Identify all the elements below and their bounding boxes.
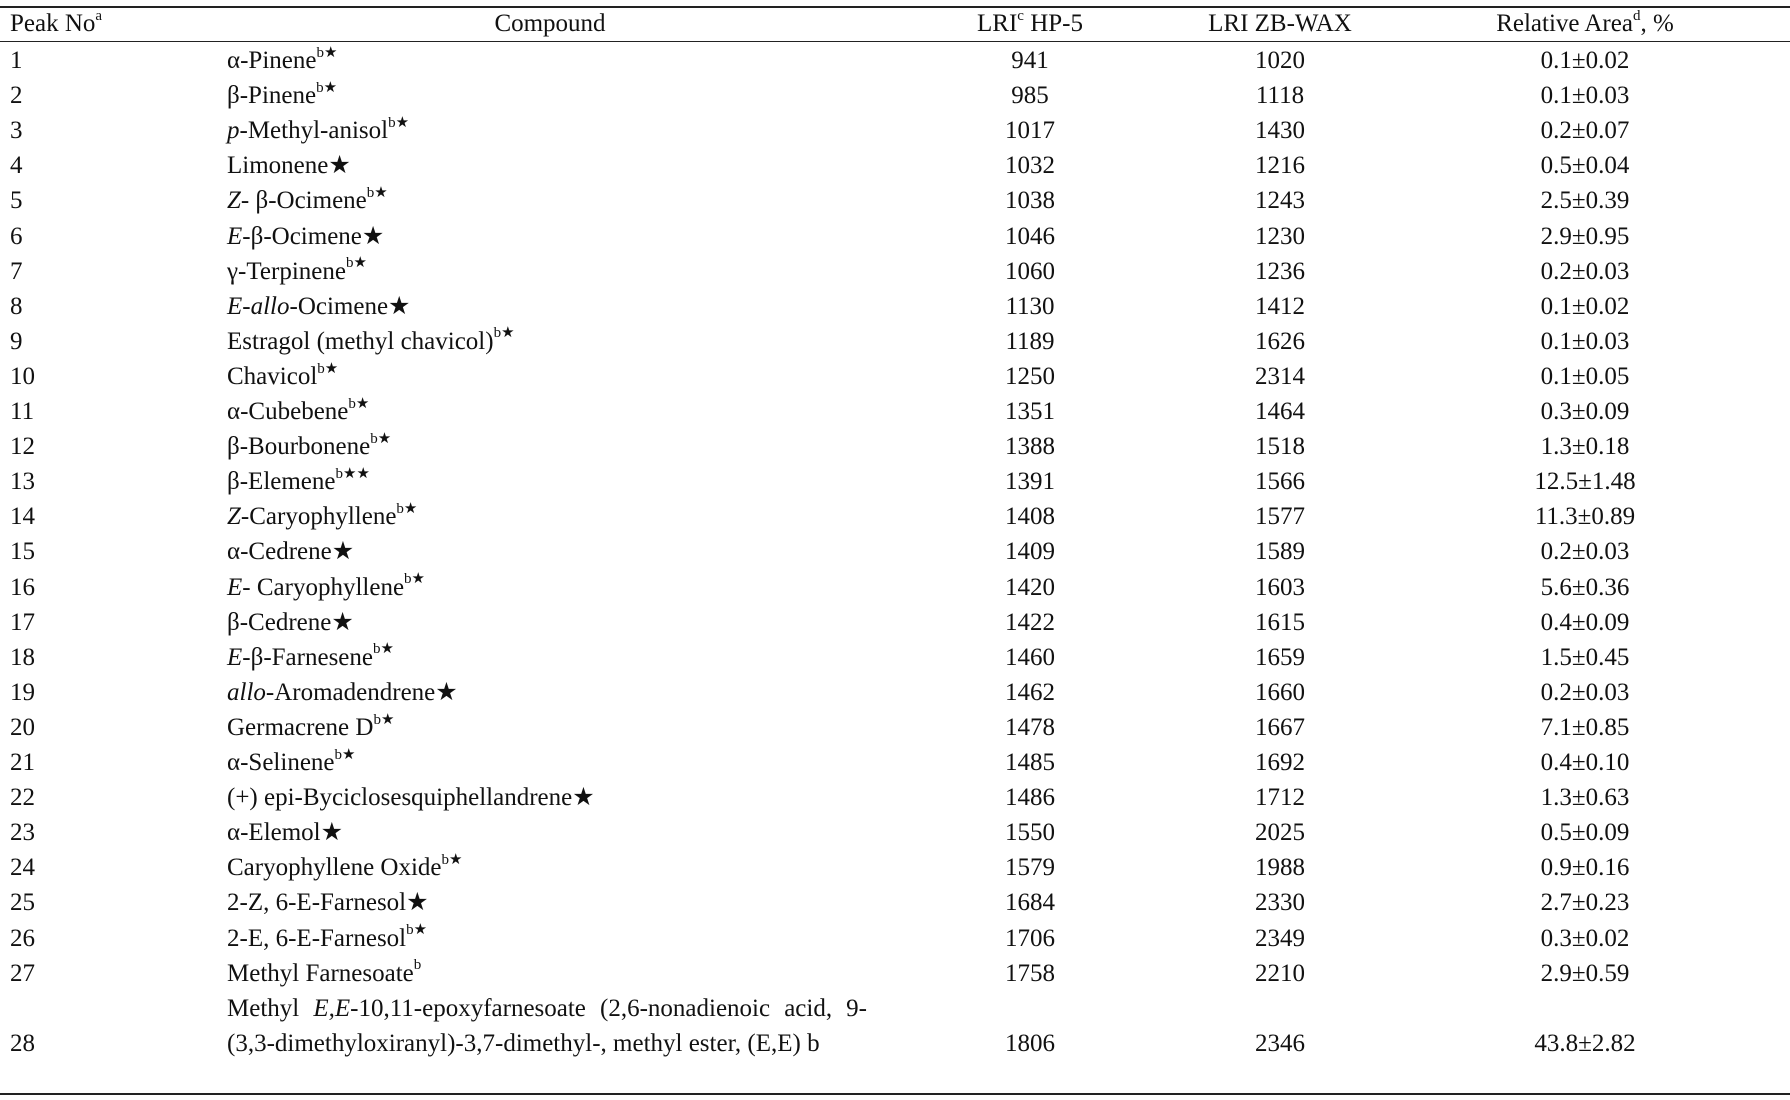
header-lri-hp5: LRI$^c$ HP-5 (977, 7, 1083, 37)
compound-name: Caryophyllene Oxide$^{b★}$ (227, 851, 463, 882)
table-row (0, 78, 1790, 113)
lri-hp5: 1046 (1005, 222, 1055, 250)
compound-name: Z- β-Ocimene$^{b★}$ (227, 185, 388, 215)
table-row (0, 464, 1790, 499)
compound-name: Z-Caryophyllene$^{b★}$ (227, 500, 418, 531)
peak-no: 23 (10, 819, 35, 847)
header-compound: Compound (494, 10, 606, 37)
relative-area: 0.2±0.03 (1540, 257, 1630, 285)
peak-no: 16 (10, 573, 35, 601)
peak-no: 4 (10, 152, 23, 180)
compound-name: α-Pinene$^{b★}$ (227, 44, 338, 74)
compound-name: Estragol (methyl chavicol)$^{b★}$ (227, 325, 515, 355)
relative-area: 0.1±0.03 (1540, 327, 1630, 355)
lri-hp5: 1038 (1005, 187, 1055, 215)
table-row (0, 113, 1790, 148)
peak-no: 5 (10, 187, 23, 215)
relative-area: 0.3±0.09 (1540, 398, 1630, 425)
peak-no: 17 (10, 608, 35, 636)
table-row (0, 534, 1790, 569)
table-row (0, 183, 1790, 218)
table-row (0, 675, 1790, 710)
relative-area: 0.4±0.10 (1540, 749, 1630, 776)
relative-area: 1.3±0.63 (1540, 784, 1630, 812)
lri-hp5: 1486 (1005, 784, 1055, 812)
relative-area: 0.5±0.09 (1540, 819, 1630, 847)
lri-zbwax: 2314 (1255, 362, 1305, 390)
relative-area: 0.5±0.04 (1540, 152, 1630, 180)
peak-no: 1 (10, 47, 23, 74)
peak-no: 24 (10, 854, 35, 882)
peak-no: 3 (10, 117, 23, 145)
lri-zbwax: 2349 (1255, 924, 1305, 952)
peak-no: 9 (10, 327, 23, 355)
relative-area: 2.9±0.59 (1540, 959, 1630, 987)
table-row (0, 850, 1790, 885)
peak-no: 2 (10, 82, 23, 110)
compound-name: α-Cedrene★ (227, 538, 355, 566)
compound-name: β-Cedrene★ (227, 608, 354, 636)
table-row (0, 254, 1790, 289)
table-row (0, 745, 1790, 780)
relative-area: 2.7±0.23 (1540, 889, 1630, 917)
relative-area: 0.1±0.02 (1540, 292, 1630, 320)
lri-zbwax: 2330 (1255, 889, 1305, 917)
compound-name: (+) epi-Byciclosesquiphellandrene★ (227, 784, 595, 812)
lri-zbwax: 1566 (1255, 468, 1305, 496)
peak-no: 11 (10, 398, 35, 425)
compound-name: Methyl E,E-10,11-epoxyfarnesoate (2,6-nonadienoic acid, 9-(3,3-dimethyloxiranyl)-3,7-dimethyl-, methyl ester, (E,E) b (227, 995, 868, 1057)
lri-hp5: 1706 (1005, 924, 1055, 952)
peak-no: 6 (10, 222, 23, 250)
relative-area: 0.3±0.02 (1540, 924, 1630, 952)
lri-hp5: 1579 (1005, 854, 1055, 882)
lri-zbwax: 1603 (1255, 573, 1305, 601)
compound-name: allo-Aromadendrene★ (227, 678, 458, 706)
lri-zbwax: 1712 (1255, 784, 1305, 812)
lri-zbwax: 1430 (1255, 117, 1305, 145)
peak-no: 27 (10, 959, 35, 987)
lri-zbwax: 1243 (1255, 187, 1305, 215)
header-lri-zbwax: LRI ZB-WAX (1208, 10, 1352, 37)
lri-hp5: 985 (1011, 82, 1049, 110)
lri-hp5: 1806 (1005, 1030, 1055, 1057)
compound-name: α-Selinene$^{b★}$ (227, 746, 356, 776)
relative-area: 0.1±0.02 (1540, 47, 1630, 74)
relative-area: 12.5±1.48 (1534, 468, 1636, 496)
compound-name: Chavicol$^{b★}$ (227, 360, 339, 390)
lri-hp5: 1250 (1005, 362, 1055, 390)
lri-hp5: 1758 (1005, 959, 1055, 987)
compound-name: γ-Terpinene$^{b★}$ (227, 255, 367, 285)
lri-zbwax: 1577 (1255, 503, 1305, 531)
table-bottom-rule (0, 1093, 1790, 1095)
table-header-row (0, 6, 1790, 41)
peak-no: 18 (10, 643, 35, 671)
lri-zbwax: 1236 (1255, 257, 1305, 285)
compound-name: α-Cubebene$^{b★}$ (227, 395, 370, 425)
relative-area: 11.3±0.89 (1534, 503, 1636, 531)
lri-hp5: 1462 (1005, 678, 1055, 706)
peak-no: 22 (10, 784, 35, 812)
relative-area: 0.4±0.09 (1540, 608, 1630, 636)
lri-zbwax: 1020 (1255, 47, 1305, 74)
header-bottom-rule (0, 41, 1790, 42)
relative-area: 1.3±0.18 (1540, 433, 1630, 461)
lri-hp5: 1391 (1005, 468, 1055, 496)
lri-zbwax: 1988 (1255, 854, 1305, 882)
table-row (0, 885, 1790, 920)
peak-no: 13 (10, 468, 35, 496)
relative-area: 1.5±0.45 (1540, 643, 1630, 671)
peak-no: 12 (10, 433, 35, 461)
relative-area: 0.2±0.03 (1540, 678, 1630, 706)
peak-no: 21 (10, 749, 35, 776)
table-row (0, 289, 1790, 324)
relative-area: 0.9±0.16 (1540, 854, 1630, 882)
table-row (0, 640, 1790, 675)
table-row (0, 956, 1790, 991)
relative-area: 5.6±0.36 (1540, 573, 1630, 601)
lri-zbwax: 1589 (1255, 538, 1305, 566)
lri-zbwax: 1518 (1255, 433, 1305, 461)
lri-hp5: 1130 (1005, 292, 1055, 320)
lri-hp5: 1388 (1005, 433, 1055, 461)
peak-no: 25 (10, 889, 35, 917)
lri-hp5: 1485 (1005, 749, 1055, 776)
table-row (0, 570, 1790, 605)
compound-name: Germacrene $D^{b★}$ (227, 711, 395, 741)
peak-no: 14 (10, 503, 35, 531)
relative-area: 0.2±0.07 (1540, 117, 1630, 145)
relative-area: 7.1±0.85 (1540, 713, 1630, 741)
header-peak-no: Peak No$^a$ (10, 7, 103, 37)
peak-no: 7 (10, 257, 23, 285)
lri-zbwax: 1118 (1255, 82, 1305, 110)
lri-zbwax: 1660 (1255, 678, 1305, 706)
table-row (0, 394, 1790, 429)
peak-no: 20 (10, 713, 35, 741)
peak-no: 10 (10, 362, 35, 390)
table-row (0, 815, 1790, 850)
compound-name: p-Methyl-anisol$^{b★}$ (227, 114, 410, 145)
lri-zbwax: 1626 (1255, 327, 1305, 355)
compound-name: E- Caryophyllene$^{b★}$ (227, 571, 425, 601)
lri-hp5: 1409 (1005, 538, 1055, 566)
compound-name: 2-E, 6-E-Farnesol$^{b★}$ (227, 922, 428, 952)
lri-zbwax: 2210 (1255, 959, 1305, 987)
compound-name: E-β-Ocimene★ (227, 222, 385, 250)
lri-zbwax: 1230 (1255, 222, 1305, 250)
relative-area: 0.1±0.03 (1540, 82, 1630, 110)
table-row (0, 710, 1790, 745)
lri-hp5: 1408 (1005, 503, 1055, 531)
lri-hp5: 1032 (1005, 152, 1055, 180)
peak-no: 26 (10, 924, 35, 952)
relative-area: 0.2±0.03 (1540, 538, 1630, 566)
table-row (0, 324, 1790, 359)
table-row (0, 219, 1790, 254)
lri-zbwax: 1692 (1255, 749, 1305, 776)
lri-zbwax: 1615 (1255, 608, 1305, 636)
lri-hp5: 1478 (1005, 713, 1055, 741)
table-row (0, 148, 1790, 183)
lri-zbwax: 1216 (1255, 152, 1305, 180)
lri-hp5: 1351 (1005, 398, 1055, 425)
lri-zbwax: 2025 (1255, 819, 1305, 847)
table-row (0, 499, 1790, 534)
compound-name: 2-Z, 6-E-Farnesol★ (227, 889, 429, 917)
table-row (0, 780, 1790, 815)
lri-hp5: 1420 (1005, 573, 1055, 601)
lri-zbwax: 1412 (1255, 292, 1305, 320)
lri-zbwax: 2346 (1255, 1030, 1305, 1057)
peak-no: 28 (10, 1030, 35, 1057)
lri-hp5: 1060 (1005, 257, 1055, 285)
compound-name: E-β-Farnesene$^{b★}$ (227, 641, 394, 671)
relative-area: 2.5±0.39 (1540, 187, 1630, 215)
lri-hp5: 941 (1011, 47, 1049, 74)
table-row (0, 605, 1790, 640)
relative-area: 2.9±0.95 (1540, 222, 1630, 250)
compound-name: α-Elemol★ (227, 819, 344, 847)
table-row (0, 359, 1790, 394)
peak-no: 15 (10, 538, 35, 566)
peak-no: 8 (10, 292, 23, 320)
table-row (0, 429, 1790, 464)
compound-name: β-Pinene$^{b★}$ (227, 79, 338, 110)
lri-hp5: 1684 (1005, 889, 1055, 917)
relative-area: 43.8±2.82 (1534, 1030, 1636, 1057)
peak-no: 19 (10, 678, 35, 706)
lri-hp5: 1460 (1005, 643, 1055, 671)
lri-hp5: 1017 (1005, 117, 1055, 145)
compound-name: E-allo-Ocimene★ (227, 292, 411, 320)
header-relative-area: Relative Area$^d$, % (1496, 7, 1674, 37)
lri-hp5: 1550 (1005, 819, 1055, 847)
compound-name: Limonene★ (227, 152, 351, 180)
lri-zbwax: 1667 (1255, 713, 1305, 741)
lri-hp5: 1422 (1005, 608, 1055, 636)
lri-zbwax: 1464 (1255, 398, 1305, 425)
relative-area: 0.1±0.05 (1540, 362, 1630, 390)
lri-hp5: 1189 (1005, 327, 1055, 355)
lri-zbwax: 1659 (1255, 643, 1305, 671)
compound-name: β-Bourbonene$^{b★}$ (227, 430, 392, 461)
table-row (0, 43, 1790, 78)
compound-name: Methyl Farnesoate$^b$ (227, 957, 422, 987)
compound-name: β-Elemene$^{b★★}$ (227, 465, 370, 496)
table-row (0, 921, 1790, 956)
